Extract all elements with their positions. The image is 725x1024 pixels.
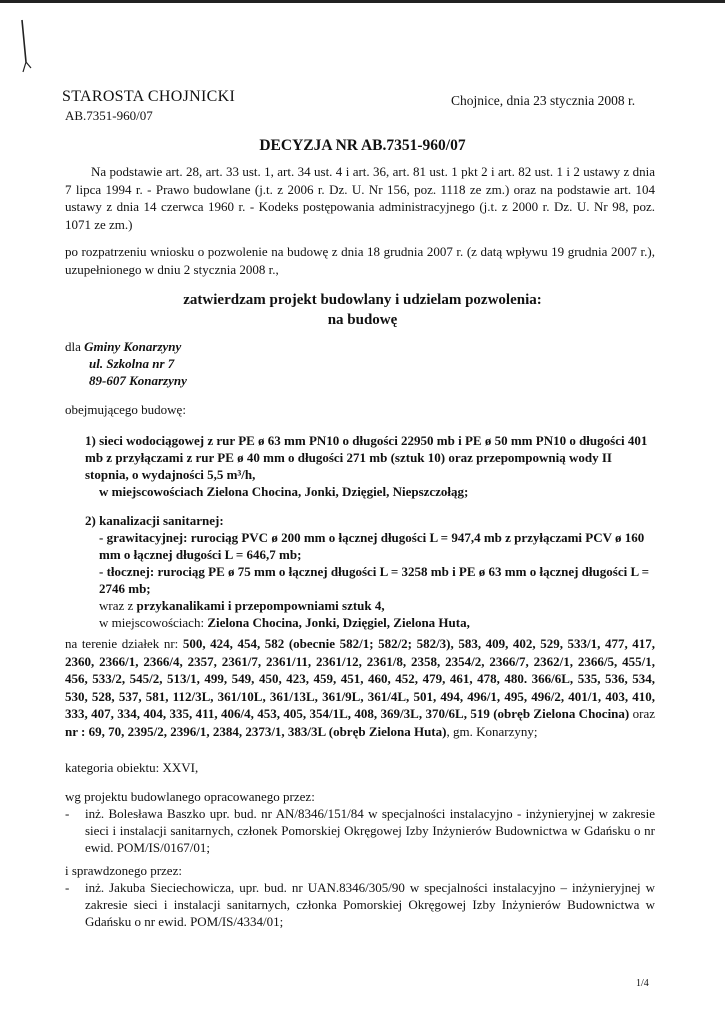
sewer-pressure-label: - tłocznej:: [99, 564, 155, 579]
approval-line-2: na budowę: [327, 312, 398, 328]
scope-item-water: [85, 432, 655, 500]
designer-intro: wg projektu budowlanego opracowanego przez:: [65, 789, 315, 804]
covers-label: obejmującego budowę:: [65, 402, 186, 417]
scope-item-sewer: [85, 512, 655, 631]
sewer-places-prefix: w miejscowościach:: [99, 615, 205, 630]
sewer-pressure-text: rurociąg PE ø 75 mm o łącznej długości L = 3258 mb i PE ø 63 mm o łącznej długości L = 2746 mb;: [99, 564, 650, 596]
approval-statement: [0, 290, 725, 330]
place-and-date: Chojnice, dnia 23 stycznia 2008 r.: [451, 93, 636, 108]
designer-block: [65, 788, 655, 856]
sewer-places: [85, 614, 655, 631]
legal-basis-paragraph: [65, 163, 655, 233]
plots-paragraph: [65, 635, 655, 740]
sewer-gravity-text: rurociąg PVC ø 200 mm o łącznej długości L = 947,4 mb z przyłączami PCV ø 160 mm o łącznej długości L = 646,7 mb;: [99, 530, 645, 562]
checker-block: [65, 862, 655, 930]
designer-dash: -: [65, 806, 70, 821]
sewer-pressure: [85, 563, 655, 597]
sewer-gravity: [85, 529, 655, 563]
issuer-name: STAROSTA CHOJNICKI: [62, 88, 236, 105]
sewer-with-prefix: wraz z: [99, 598, 134, 613]
sewer-with: [85, 597, 655, 614]
investor-street: ul. Szkolna nr 7: [89, 356, 175, 371]
sewer-places-text: Zielona Chocina, Jonki, Dzięgiel, Zielona Huta,: [207, 615, 470, 630]
page-number: 1/4: [636, 978, 649, 989]
checker-text: inż. Jakuba Sieciechowicza, upr. bud. nr UAN.8346/305/90 w specjalności instalacyjno – inżynieryjnej w zakresie sieci i instalacji sanitarnych, członka Pomorskiej Okręgowej Izby Inżynierów Budownictwa w Gdańsku o nr ewid. POM/IS/4334/01;: [85, 880, 655, 929]
decision-title: DECYZJA NR AB.7351-960/07: [259, 137, 466, 154]
sewer-with-text: przykanalikami i przepompowniami sztuk 4,: [136, 598, 385, 613]
scan-top-border: [0, 0, 725, 3]
water-network-text: 1) sieci wodociągowej z rur PE ø 63 mm PN10 o długości 22950 mb i PE ø 50 mm PN10 o długości 401 mb z przyłączami z rur PE ø 40 mm o długości 271 mb (sztuk 10) oraz przepompownią wody II stopnia, o wydajności 5,5 m³/h,: [85, 433, 648, 482]
sewer-gravity-label: - grawitacyjnej:: [99, 530, 188, 545]
application-paragraph: po rozpatrzeniu wniosku o pozwolenie na budowę z dnia 18 grudnia 2007 r. (z datą wpływu 19 grudnia 2007 r.), uzupełnionego w dniu 2 stycznia 2008 r.,: [65, 244, 655, 277]
approval-line-1: zatwierdzam projekt budowlany i udzielam pozwolenia:: [183, 292, 542, 308]
plots-list-zielona-chocina: 500, 424, 454, 582 (obecnie 582/1; 582/2; 582/3), 583, 409, 402, 529, 533/1, 477, 417, 2360, 2366/1, 2366/4, 2357, 2361/7, 2361/11, 2361/12, 2361/8, 2358, 2354/2, 2366/7, 2362/1, 2366/5, 455/1, 456, 533/2, 545/2, 513/1, 499, 549, 450, 423, 459, 451, 460, 452, 479, 461, 478, 480. 366/6L, 535, 536, 534, 530, 528, 537, 581, 112/3L, 361/10L, 361/13L, 361/9L, 361/4L, 501, 494, 496/1, 495, 496/2, 401/1, 403, 410, 333, 407, 334, 404, 335, 411, 406/4, 453, 405, 354/1L, 408, 369/3L, 370/6L, 519 (obręb Zielona Chocina): [65, 636, 656, 721]
investor-city: 89-607 Konarzyny: [89, 373, 187, 388]
reference-number: AB.7351-960/07: [65, 108, 153, 123]
checker-entry: [65, 879, 655, 930]
plots-mid: oraz: [632, 706, 655, 721]
legal-basis-text: Na podstawie art. 28, art. 33 ust. 1, art. 34 ust. 4 i art. 36, art. 81 ust. 1 pkt 2 i art. 82 ust. 1 i 2 ustawy z dnia 7 lipca 1994 r. - Prawo budowlane (j.t. z 2006 r. Dz. U. Nr 156, poz. 1118 ze zm.) oraz na podstawie art. 104 ustawy z dnia 14 czerwca 1960 r. - Kodeks postępowania administracyjnego (j.t. z 2000 r. Dz. U. Nr 98, poz. 1071 ze zm.): [65, 164, 655, 232]
plots-prefix: na terenie działek nr:: [65, 636, 179, 651]
investor-block: [65, 338, 187, 389]
checker-dash: -: [65, 880, 70, 895]
designer-text: inż. Bolesława Baszko upr. bud. nr AN/8346/151/84 w specjalności instalacyjno - inżynieryjnej w zakresie sieci i instalacji sanitarnych, członek Pomorskiej Okręgowej Izby Inżynierów Budownictwa w Gdańsku o nr ewid. POM/IS/0167/01;: [85, 806, 655, 855]
object-category: kategoria obiektu: XXVI,: [65, 760, 199, 775]
plots-suffix: , gm. Konarzyny;: [446, 723, 538, 739]
investor-prefix: dla: [65, 339, 81, 354]
investor-name: Gminy Konarzyny: [84, 339, 182, 354]
checker-intro: i sprawdzonego przez:: [65, 863, 182, 878]
plots-list-zielona-huta: nr : 69, 70, 2395/2, 2396/1, 2384, 2373/1, 383/3L (obręb Zielona Huta): [65, 723, 447, 739]
water-network-places: w miejscowościach Zielona Chocina, Jonki, Dzięgiel, Niepszczołąg;: [99, 484, 469, 499]
sewer-heading: 2) kanalizacji sanitarnej:: [85, 513, 224, 528]
designer-entry: [65, 805, 655, 856]
handwritten-mark-icon: [16, 18, 40, 74]
